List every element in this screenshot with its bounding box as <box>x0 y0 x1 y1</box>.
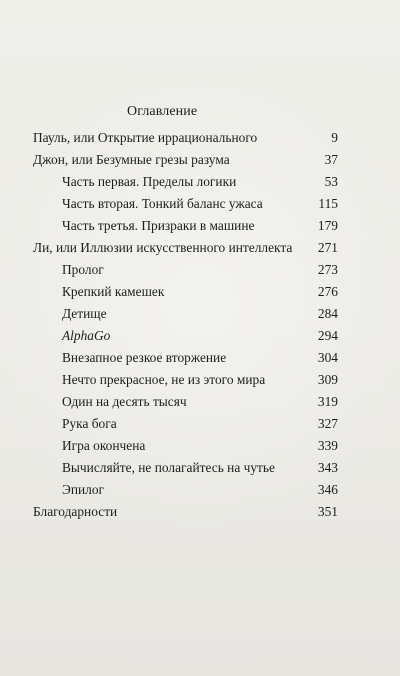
toc-entry-page: 309 <box>317 372 338 387</box>
toc-entry-page: 351 <box>317 504 338 519</box>
toc-entry-page: 271 <box>317 240 338 255</box>
toc-entry-label: Часть третья. Призраки в машине <box>62 218 255 233</box>
toc-entry-page: 294 <box>317 328 338 343</box>
toc-entry <box>0 129 400 147</box>
toc-entry-label: Пауль, или Открытие иррационального <box>33 130 258 145</box>
toc-entry <box>0 151 400 169</box>
toc-entry <box>0 415 400 433</box>
toc-entry-page: 339 <box>317 438 338 453</box>
toc-entry <box>0 459 400 477</box>
toc-entry <box>0 349 400 367</box>
toc-entry-page: 343 <box>317 460 338 475</box>
toc-entry-label: AlphaGo <box>62 328 111 343</box>
toc-entry-label: Один на десять тысяч <box>62 394 187 409</box>
toc-entry <box>0 173 400 191</box>
toc-entry-page: 37 <box>324 152 338 167</box>
toc-entry <box>0 481 400 499</box>
toc-entry-label: Часть первая. Пределы логики <box>62 174 237 189</box>
toc-entry <box>0 261 400 279</box>
toc-entry-label: Эпилог <box>62 482 105 497</box>
toc-entry-page: 179 <box>317 218 338 233</box>
toc-entry-label: Пролог <box>62 262 104 277</box>
toc-entry-label: Часть вторая. Тонкий баланс ужаса <box>62 196 263 211</box>
toc-entry-label: Ли, или Иллюзии искусственного интеллекта <box>33 240 293 255</box>
toc-entry-page: 304 <box>317 350 338 365</box>
toc-entry-page: 276 <box>317 284 338 299</box>
toc-entry-page: 327 <box>317 416 338 431</box>
toc-entry-label: Детище <box>62 306 107 321</box>
toc-entry <box>0 327 400 345</box>
toc-entry-label: Рука бога <box>62 416 117 431</box>
toc-entry-label: Внезапное резкое вторжение <box>62 350 227 365</box>
toc-entry-label: Нечто прекрасное, не из этого мира <box>62 372 266 387</box>
toc-entry-label: Вычисляйте, не полагайтесь на чутье <box>62 460 275 475</box>
toc-entry <box>0 393 400 411</box>
toc-entry-page: 53 <box>324 174 338 189</box>
toc-entry-page: 273 <box>317 262 338 277</box>
toc-entry-page: 9 <box>331 130 338 145</box>
toc-entry <box>0 283 400 301</box>
toc-entry <box>0 503 400 521</box>
toc-entry-label: Крепкий камешек <box>62 284 165 299</box>
toc-entry <box>0 217 400 235</box>
toc-entry-page: 319 <box>317 394 338 409</box>
toc-entry <box>0 305 400 323</box>
toc-entry <box>0 239 400 257</box>
toc-entry-label: Благодарности <box>33 504 118 519</box>
toc-entry-page: 284 <box>317 306 338 321</box>
toc-entry <box>0 437 400 455</box>
toc-entry <box>0 195 400 213</box>
toc-entry-label: Джон, или Безумные грезы разума <box>33 152 230 167</box>
toc-entry-page: 346 <box>317 482 338 497</box>
toc-entry-page: 115 <box>318 196 338 211</box>
toc-entry-label: Игра окончена <box>62 438 146 453</box>
page-title: Оглавление <box>127 104 198 119</box>
toc-entry <box>0 371 400 389</box>
